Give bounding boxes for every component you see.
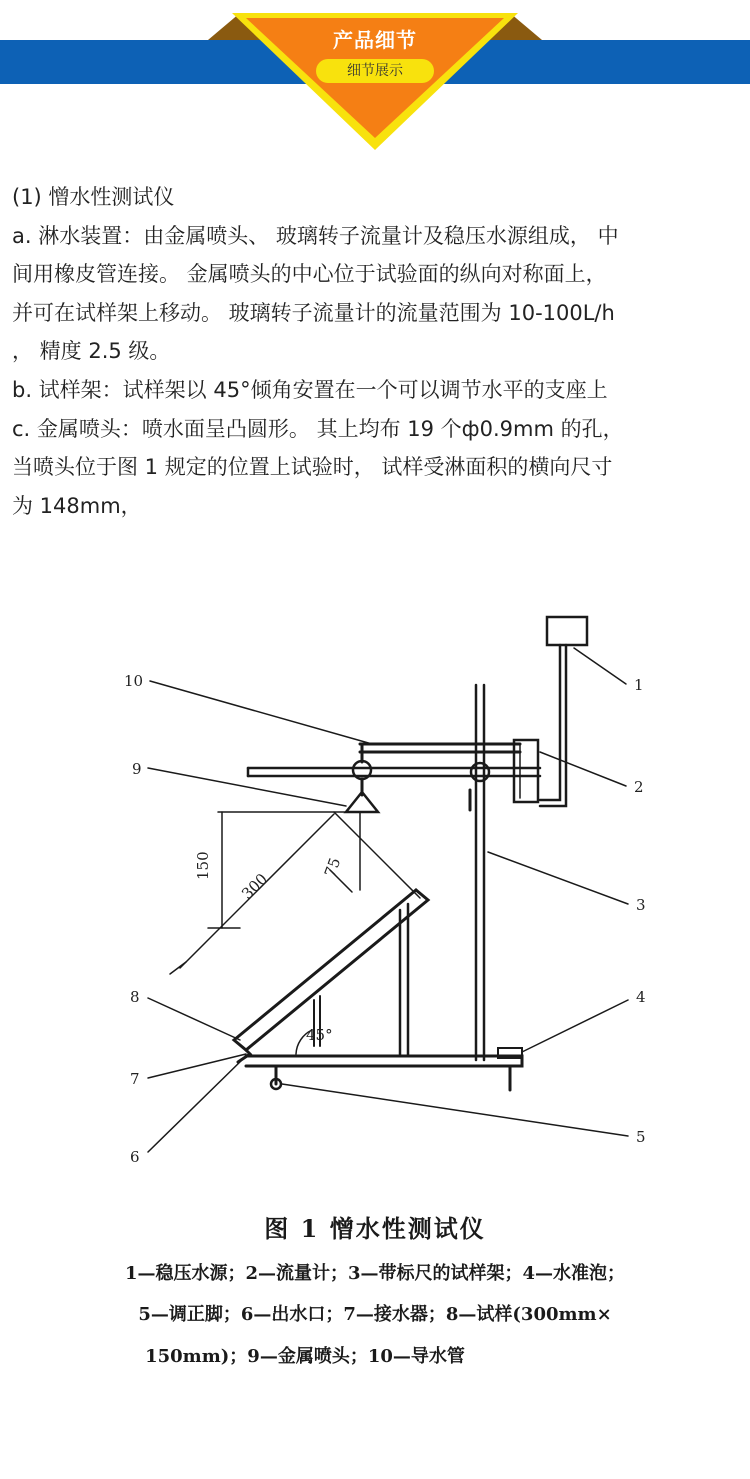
label-10: 10 — [124, 672, 144, 690]
dimension-offset: 75 — [320, 855, 345, 880]
description-text — [12, 178, 746, 525]
description-line: 间用橡皮管连接。 金属喷头的中心位于试验面的纵向对称面上， — [12, 262, 607, 287]
banner-subtitle-badge: 细节展示 — [316, 59, 434, 83]
figure-caption-line: 150mm)；9—金属喷头；10—导水管 — [145, 1346, 465, 1367]
apparatus-drawing — [0, 600, 750, 1200]
label-8: 8 — [130, 988, 140, 1006]
description-line: 当喷头位于图 1 规定的位置上试验时， 试样受淋面积的横向尺寸 — [12, 455, 613, 480]
figure-caption-line: 5—调正脚；6—出水口；7—接水器；8—试样(300mm× — [138, 1304, 612, 1325]
label-6: 6 — [130, 1148, 140, 1166]
label-1: 1 — [634, 676, 644, 694]
description-line: ， 精度 2.5 级。 — [12, 339, 171, 364]
water-source-box — [547, 617, 587, 645]
label-7: 7 — [130, 1070, 140, 1088]
label-9: 9 — [132, 760, 142, 778]
dimension-length: 300 — [238, 869, 272, 903]
dimension-height: 150 — [194, 851, 212, 880]
label-5: 5 — [636, 1128, 646, 1146]
label-2: 2 — [634, 778, 644, 796]
description-line: c. 金属喷头：喷水面呈凸圆形。 其上均布 19 个ф0.9mm 的孔， — [12, 416, 624, 441]
header-banner — [0, 0, 750, 160]
banner-title: 产品细节 — [333, 28, 417, 52]
figure-caption-title: 图 1 憎水性测试仪 — [264, 1214, 486, 1243]
flowmeter — [514, 740, 538, 802]
description-heading: (1) 憎水性测试仪 — [12, 185, 175, 209]
description-line: 为 148mm， — [12, 493, 142, 518]
dimension-angle: 45° — [306, 1026, 333, 1044]
figure-caption-line: 1—稳压水源；2—流量计；3—带标尺的试样架；4—水准泡； — [124, 1263, 626, 1284]
label-3: 3 — [636, 896, 646, 914]
description-line: b. 试样架：试样架以 45°倾角安置在一个可以调节水平的支座上 — [12, 377, 608, 402]
description-line: a. 淋水装置：由金属喷头、 玻璃转子流量计及稳压水源组成， 中 — [12, 223, 619, 248]
description-line: 并可在试样架上移动。 玻璃转子流量计的流量范围为 10-100L/h — [12, 300, 615, 325]
label-4: 4 — [636, 988, 646, 1006]
